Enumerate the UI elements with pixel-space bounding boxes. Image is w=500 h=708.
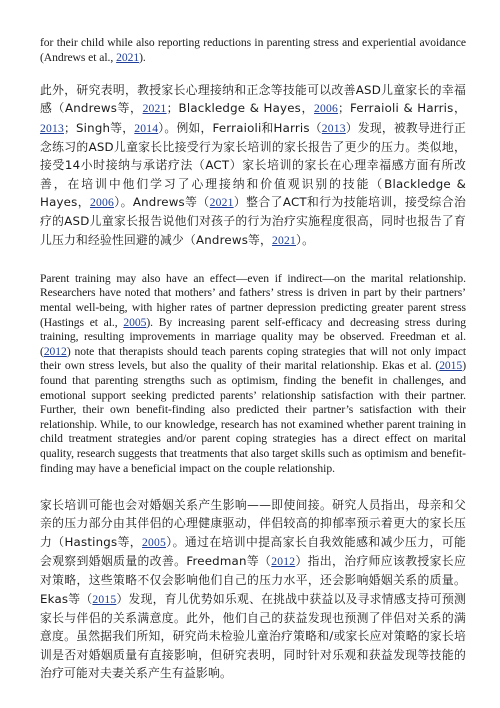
text-run: ). By increasing parent self-efficacy and decreasing stress during training, resulting improvements in marriage quality may be observed. Freedman et al. ( [40, 315, 466, 358]
citation-link[interactable]: 2014 [134, 121, 159, 135]
text-run: ）。 [296, 232, 315, 247]
citation-link[interactable]: 2015 [92, 592, 117, 606]
text-run: ）发现，被教导进行正念练习的ASD儿童家长比接受行为家长培训的家长报告了更少的压力。类似地，接受14小时接纳与承诺疗法（ACT）家长培训的家长在心理幸福感方面有所改善，在培训中他们学习了心理接纳和价值观识别的技能（Blackledge & Hayes， [40, 120, 467, 209]
text-run: ；Ferraioli & Harris， [338, 101, 467, 116]
text-run: ）。例如，Ferraioli和Harris（ [158, 120, 322, 135]
citation-link[interactable]: 2013 [40, 121, 64, 135]
text-run: ；Blackledge & Hayes， [166, 101, 315, 116]
text-run: 此外，研究表明，教授家长心理接纳和正念等技能可以改善ASD儿童家长的幸福感（Andrews等， [40, 83, 466, 116]
citation-link[interactable]: 2013 [321, 121, 346, 135]
text-run: ）。通过在培训中提高家长自我效能感和减少压力，可能会观察到婚姻质量的改善。Freedman等（ [40, 534, 466, 569]
text-run: ；Singh等， [64, 120, 135, 135]
citation-link[interactable]: 2015 [439, 359, 463, 373]
text-run: ). [139, 50, 146, 64]
text-run: ）指出，治疗师应该教授家长应对策略，这些策略不仅会影响他们自己的压力水平，还会影响婚姻关系的质量。Ekas等（ [40, 554, 466, 606]
text-run: ）整合了ACT和行为技能培训，接受综合治疗的ASD儿童家长报告说他们对孩子的行为治疗实施程度很高，同时也报告了育儿压力和经验性回避的减少（Andrews等， [40, 194, 466, 247]
citation-link[interactable]: 2006 [89, 195, 114, 209]
citation-link[interactable]: 2005 [123, 315, 147, 329]
citation-link[interactable]: 2021 [142, 102, 167, 116]
citation-link[interactable]: 2006 [314, 102, 339, 116]
text-run: 家长培训可能也会对婚姻关系产生影响——即使间接。研究人员指出，母亲和父亲的压力部分由其伴侣的心理健康驱动，伴侣较高的抑郁率预示着更大的家长压力（Hastings等， [40, 498, 466, 549]
citation-link[interactable]: 2012 [271, 555, 296, 569]
document-page [40, 36, 466, 682]
citation-link[interactable]: 2012 [43, 344, 67, 358]
paragraph-intro-tail-en [40, 36, 466, 65]
text-run: Parent training may also have an effect—even if indirect—on the marital relationship. Researchers have noted that mothers’ and fathers’ stress is driven in part by their partners’ mental well-being, with higher rates of partner depression predicting greater parent stress (Hastings et al., [40, 271, 466, 329]
text-run: ）发现，育儿优势如乐观、在挑战中获益以及寻求情感支持可预测家长与伴侣的关系满意度。此外，他们自己的获益发现也预测了伴侣对关系的满意度。虽然据我们所知，研究尚未检验儿童治疗策略和/或家长应对策略的家长培训是否对婚姻质量有直接影响，但研究表明，同时针对乐观和获益发现等技能的治疗可能对夫妻关系产生有益影响。 [40, 591, 466, 680]
citation-link[interactable]: 2021 [272, 233, 297, 247]
text-run: ）。Andrews等（ [113, 194, 210, 209]
citation-link[interactable]: 2021 [209, 195, 234, 209]
text-run: for their child while also reporting reductions in parenting stress and experiential avoidance (Andrews et al., [40, 36, 466, 64]
paragraph-translation-2-zh [40, 496, 466, 682]
citation-link[interactable]: 2005 [142, 535, 167, 549]
paragraph-source-2-en [40, 272, 466, 476]
paragraph-translation-1-zh [40, 81, 466, 250]
citation-link[interactable]: 2021 [116, 50, 140, 64]
text-run: ) note that therapists should teach parents coping strategies that will not only impact their own stress levels, but also the quality of their marital relationship. Ekas et al. ( [40, 344, 466, 373]
text-run: ) found that parenting strengths such as optimism, finding the benefit in challenges, and emotional support seeking predicted parents’ relationship satisfaction with their partner. Further, their own benefit-finding also predicted their partner’s satisfaction with their relationship. While, to our knowledge, research has not examined whether parent training in child treatment strategies and/or parent coping strategies has a direct effect on marital quality, research suggests that treatments that also target skills such as optimism and benefit-finding may have a beneficial impact on the couple relationship. [40, 359, 466, 475]
